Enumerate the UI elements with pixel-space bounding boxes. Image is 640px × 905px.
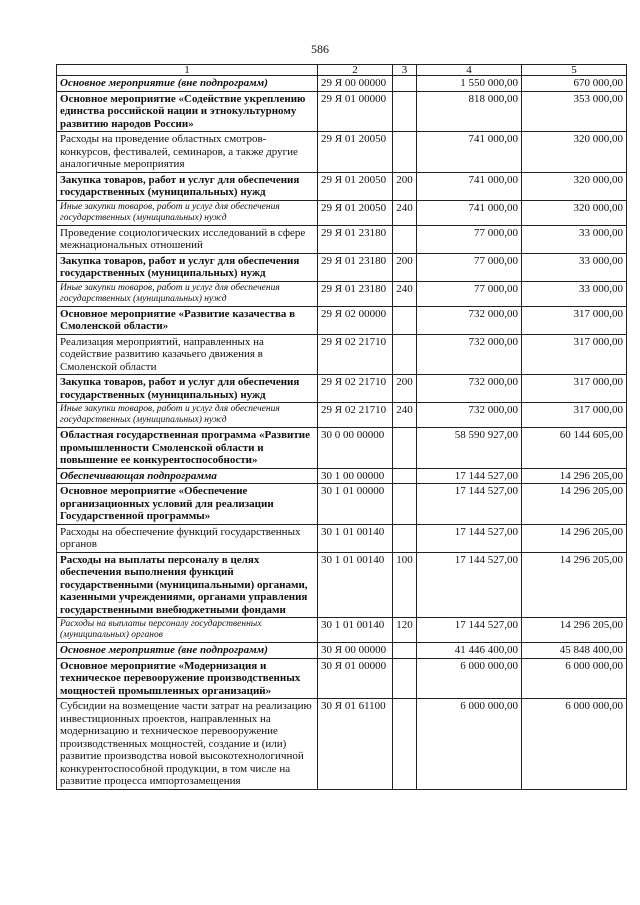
row-sum1-cell: 741 000,00 (417, 200, 522, 225)
row-sum1-cell: 17 144 527,00 (417, 524, 522, 552)
row-vr-cell: 240 (393, 281, 417, 306)
row-sum1-cell: 17 144 527,00 (417, 484, 522, 525)
table-row (57, 524, 627, 552)
row-sum1-cell: 741 000,00 (417, 172, 522, 200)
row-vr-cell (393, 91, 417, 132)
row-sum1-cell: 6 000 000,00 (417, 658, 522, 699)
row-sum2-cell: 320 000,00 (522, 172, 627, 200)
row-code-cell: 30 Я 00 00000 (318, 643, 393, 659)
table-row (57, 428, 627, 469)
row-sum2-cell: 33 000,00 (522, 225, 627, 253)
row-sum2-cell: 6 000 000,00 (522, 699, 627, 790)
row-code-cell: 29 Я 01 20050 (318, 200, 393, 225)
row-sum1-cell: 77 000,00 (417, 281, 522, 306)
row-code-cell: 30 0 00 00000 (318, 428, 393, 469)
header-col-5: 5 (522, 65, 627, 76)
row-sum1-cell: 77 000,00 (417, 225, 522, 253)
row-sum2-cell: 14 296 205,00 (522, 552, 627, 618)
row-sum2-cell: 60 144 605,00 (522, 428, 627, 469)
row-name-cell: Расходы на выплаты персоналу в целях обеспечения выполнения функций государственными (муниципальными) органами, казенными учреждениями, органами управления государственными внебюджетными фондами (57, 552, 318, 618)
row-sum2-cell: 317 000,00 (522, 403, 627, 428)
row-vr-cell (393, 699, 417, 790)
header-col-3: 3 (393, 65, 417, 76)
table-row (57, 618, 627, 643)
row-code-cell: 30 1 01 00140 (318, 618, 393, 643)
table-row (57, 225, 627, 253)
table-row (57, 375, 627, 403)
row-sum2-cell: 14 296 205,00 (522, 618, 627, 643)
row-name-cell: Расходы на выплаты персоналу государственных (муниципальных) органов (57, 618, 318, 643)
table-row (57, 403, 627, 428)
row-code-cell: 29 Я 02 21710 (318, 375, 393, 403)
row-vr-cell (393, 468, 417, 484)
row-code-cell: 29 Я 01 20050 (318, 132, 393, 173)
budget-table (56, 64, 627, 790)
row-code-cell: 29 Я 01 23180 (318, 281, 393, 306)
row-sum1-cell: 41 446 400,00 (417, 643, 522, 659)
table-row (57, 172, 627, 200)
row-sum1-cell: 6 000 000,00 (417, 699, 522, 790)
table-row (57, 76, 627, 92)
row-code-cell: 29 Я 00 00000 (318, 76, 393, 92)
row-code-cell: 29 Я 01 20050 (318, 172, 393, 200)
row-name-cell: Обеспечивающая подпрограмма (57, 468, 318, 484)
row-name-cell: Закупка товаров, работ и услуг для обеспечения государственных (муниципальных) нужд (57, 375, 318, 403)
row-name-cell: Основное мероприятие «Модернизация и техническое перевооружение производственных мощностей промышленных организаций» (57, 658, 318, 699)
table-row (57, 658, 627, 699)
row-name-cell: Основное мероприятие (вне подпрограмм) (57, 76, 318, 92)
table-row (57, 281, 627, 306)
table-row (57, 91, 627, 132)
row-name-cell: Основное мероприятие «Развитие казачества в Смоленской области» (57, 306, 318, 334)
row-sum2-cell: 353 000,00 (522, 91, 627, 132)
row-vr-cell (393, 76, 417, 92)
row-name-cell: Основное мероприятие (вне подпрограмм) (57, 643, 318, 659)
row-code-cell: 29 Я 01 23180 (318, 253, 393, 281)
row-name-cell: Субсидии на возмещение части затрат на реализацию инвестиционных проектов, направленных на модернизацию и техническое перевооружение производственных мощностей, создание и (или) развитие производства новой высокотехнологичной конкурентоспособной продукции, в том числе на развитие процесса импортозамещения (57, 699, 318, 790)
row-sum1-cell: 732 000,00 (417, 403, 522, 428)
row-sum1-cell: 17 144 527,00 (417, 468, 522, 484)
row-sum1-cell: 732 000,00 (417, 375, 522, 403)
row-code-cell: 30 1 01 00000 (318, 484, 393, 525)
row-sum2-cell: 317 000,00 (522, 306, 627, 334)
table-row (57, 699, 627, 790)
row-code-cell: 29 Я 01 00000 (318, 91, 393, 132)
row-name-cell: Иные закупки товаров, работ и услуг для обеспечения государственных (муниципальных) нужд (57, 200, 318, 225)
row-vr-cell (393, 524, 417, 552)
table-row (57, 484, 627, 525)
table-row (57, 253, 627, 281)
table-header-row (57, 65, 627, 76)
table-row (57, 334, 627, 375)
row-vr-cell (393, 306, 417, 334)
row-vr-cell: 100 (393, 552, 417, 618)
row-sum2-cell: 33 000,00 (522, 253, 627, 281)
row-name-cell: Расходы на обеспечение функций государственных органов (57, 524, 318, 552)
row-name-cell: Расходы на проведение областных смотров-конкурсов, фестивалей, семинаров, а также другие аналогичные мероприятия (57, 132, 318, 173)
row-sum1-cell: 1 550 000,00 (417, 76, 522, 92)
row-sum1-cell: 741 000,00 (417, 132, 522, 173)
row-sum2-cell: 670 000,00 (522, 76, 627, 92)
page-number: 586 (311, 42, 329, 56)
row-code-cell: 29 Я 02 00000 (318, 306, 393, 334)
table-row (57, 306, 627, 334)
row-vr-cell: 200 (393, 253, 417, 281)
row-name-cell: Закупка товаров, работ и услуг для обеспечения государственных (муниципальных) нужд (57, 253, 318, 281)
row-sum2-cell: 45 848 400,00 (522, 643, 627, 659)
row-name-cell: Иные закупки товаров, работ и услуг для обеспечения государственных (муниципальных) нужд (57, 403, 318, 428)
row-code-cell: 30 Я 01 61100 (318, 699, 393, 790)
header-col-2: 2 (318, 65, 393, 76)
row-vr-cell: 120 (393, 618, 417, 643)
row-name-cell: Иные закупки товаров, работ и услуг для обеспечения государственных (муниципальных) нужд (57, 281, 318, 306)
row-sum2-cell: 14 296 205,00 (522, 468, 627, 484)
row-code-cell: 29 Я 01 23180 (318, 225, 393, 253)
row-sum2-cell: 33 000,00 (522, 281, 627, 306)
row-sum2-cell: 320 000,00 (522, 132, 627, 173)
table-row (57, 643, 627, 659)
row-sum1-cell: 732 000,00 (417, 334, 522, 375)
row-sum2-cell: 317 000,00 (522, 334, 627, 375)
table-row (57, 552, 627, 618)
row-name-cell: Основное мероприятие «Содействие укреплению единства российской нации и этнокультурному развитию народов России» (57, 91, 318, 132)
row-vr-cell (393, 132, 417, 173)
row-vr-cell (393, 643, 417, 659)
row-vr-cell (393, 334, 417, 375)
row-name-cell: Проведение социологических исследований в сфере межнациональных отношений (57, 225, 318, 253)
row-sum2-cell: 6 000 000,00 (522, 658, 627, 699)
row-name-cell: Закупка товаров, работ и услуг для обеспечения государственных (муниципальных) нужд (57, 172, 318, 200)
row-sum2-cell: 320 000,00 (522, 200, 627, 225)
row-sum1-cell: 818 000,00 (417, 91, 522, 132)
row-vr-cell: 240 (393, 200, 417, 225)
table-body (57, 76, 627, 790)
row-sum1-cell: 17 144 527,00 (417, 618, 522, 643)
header-col-4: 4 (417, 65, 522, 76)
row-code-cell: 30 Я 01 00000 (318, 658, 393, 699)
row-vr-cell (393, 658, 417, 699)
row-code-cell: 29 Я 02 21710 (318, 403, 393, 428)
row-vr-cell (393, 484, 417, 525)
row-vr-cell: 200 (393, 172, 417, 200)
row-sum2-cell: 14 296 205,00 (522, 524, 627, 552)
row-name-cell: Реализация мероприятий, направленных на содействие развитию казачьего движения в Смоленской области (57, 334, 318, 375)
row-vr-cell: 240 (393, 403, 417, 428)
table-row (57, 132, 627, 173)
table-row (57, 200, 627, 225)
row-sum1-cell: 17 144 527,00 (417, 552, 522, 618)
row-sum1-cell: 77 000,00 (417, 253, 522, 281)
row-sum2-cell: 14 296 205,00 (522, 484, 627, 525)
row-sum2-cell: 317 000,00 (522, 375, 627, 403)
row-code-cell: 30 1 01 00140 (318, 524, 393, 552)
row-name-cell: Основное мероприятие «Обеспечение организационных условий для реализации Государственной программы» (57, 484, 318, 525)
row-vr-cell (393, 428, 417, 469)
row-sum1-cell: 732 000,00 (417, 306, 522, 334)
row-vr-cell: 200 (393, 375, 417, 403)
row-code-cell: 29 Я 02 21710 (318, 334, 393, 375)
row-code-cell: 30 1 00 00000 (318, 468, 393, 484)
table-row (57, 468, 627, 484)
row-sum1-cell: 58 590 927,00 (417, 428, 522, 469)
row-name-cell: Областная государственная программа «Развитие промышленности Смоленской области и повышение ее конкурентоспособности» (57, 428, 318, 469)
row-vr-cell (393, 225, 417, 253)
row-code-cell: 30 1 01 00140 (318, 552, 393, 618)
header-col-1: 1 (57, 65, 318, 76)
